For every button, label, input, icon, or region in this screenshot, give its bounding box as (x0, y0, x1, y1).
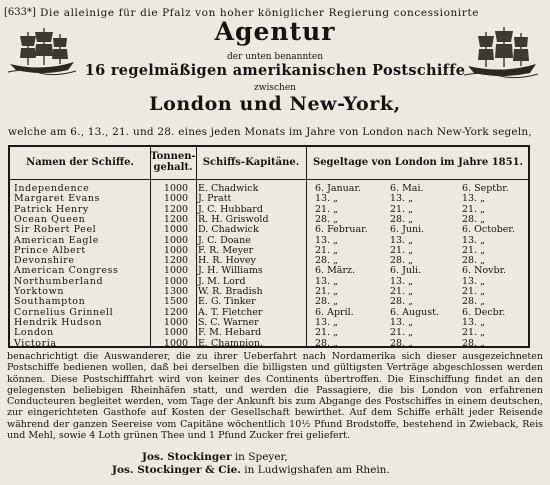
ship-name: Southampton (14, 296, 86, 308)
sailing-date: 21. „ (315, 244, 339, 256)
sailing-date: 13. „ (462, 193, 486, 205)
column-header-name: Namen der Schiffe. (26, 157, 134, 168)
tonnage: 1000 (163, 234, 189, 246)
sailing-date: 28. „ (462, 213, 486, 225)
subtitle-small: der unten benannten (226, 52, 324, 62)
sailing-date: 6. April. (315, 306, 354, 318)
captain-name: E. Chadwick (198, 183, 259, 194)
captain-name: D. Chadwick (198, 224, 259, 236)
ship-name: Yorktown (14, 286, 65, 297)
sailing-date: 13. „ (315, 275, 339, 287)
ship-name: American Eagle (14, 234, 99, 246)
tonnage: 1200 (163, 213, 189, 225)
sailing-date: 6. Septbr. (462, 183, 509, 194)
column-header-captain: Schiffs-Kapitäne. (202, 157, 300, 168)
tonnage: 1000 (163, 337, 189, 349)
sailing-date: 13. „ (315, 234, 339, 246)
sailing-date: 21. „ (315, 203, 339, 215)
tonnage: 1000 (163, 265, 189, 277)
agent-name: Jos. Stockinger & Cie. (112, 464, 241, 476)
sailing-days-line: welche am 6., 13., 21. und 28. eines jeden Monats im Jahre von London nach New-York segeln, (8, 126, 532, 138)
reference-number: [633*] (4, 7, 36, 18)
tonnage: 1200 (163, 306, 189, 318)
tonnage: 1500 (163, 296, 189, 308)
ships-count-line: 16 regelmäßigen amerikanischen Postschiffe (84, 62, 466, 79)
sailing-date: 21. „ (390, 327, 414, 339)
sailing-date: 21. „ (462, 203, 486, 215)
captain-name: J. C. Hubbard (198, 203, 263, 215)
sailing-date: 21. „ (315, 286, 339, 297)
sailing-date: 13. „ (390, 234, 414, 246)
sailing-date: 6. Februar. (315, 224, 368, 236)
captain-name: E. Champion. (198, 337, 264, 349)
captain-name: J. M. Lord (198, 275, 246, 287)
sailing-date: 28. „ (315, 213, 339, 225)
sailing-date: 28. „ (462, 337, 486, 349)
ship-name: Patrick Henry (14, 203, 89, 215)
captain-name: H. R. Hovey (198, 255, 256, 267)
tonnage: 1000 (163, 224, 189, 236)
captain-name: J. H. Williams (198, 265, 263, 277)
column-header-tons-2: gehalt. (153, 162, 193, 173)
sailing-date: 6. Januar. (315, 183, 361, 194)
sailing-date: 13. „ (390, 275, 414, 287)
ship-name: Sir Robert Peel (14, 224, 97, 236)
agent-location: in Speyer, (231, 451, 288, 463)
sailing-date: 28. „ (390, 337, 414, 349)
sailing-date: 28. „ (315, 337, 339, 349)
route-title: London und New-York, (149, 93, 401, 115)
ship-name: Margaret Evans (14, 193, 101, 205)
sailing-date: 21. „ (315, 327, 339, 339)
sailing-date: 6. October. (462, 224, 515, 236)
ship-name: American Congress (14, 265, 119, 277)
captain-name: F. R. Meyer (198, 244, 254, 256)
signature-ludwigshafen (112, 464, 390, 476)
tonnage: 1000 (163, 244, 189, 256)
sailing-date: 6. März. (315, 265, 356, 277)
tonnage: 1000 (163, 193, 189, 205)
tonnage: 1000 (163, 316, 189, 328)
sailing-date: 6. Mai. (390, 183, 424, 194)
ship-name: Ocean Queen (14, 213, 86, 225)
tonnage: 1200 (163, 255, 189, 267)
tonnage: 1000 (163, 275, 189, 287)
sailing-date: 6. August. (390, 306, 439, 318)
tonnage: 1300 (163, 286, 189, 297)
agency-title: Agentur (214, 17, 336, 46)
sailing-date: 6. Decbr. (462, 306, 506, 318)
sailing-date: 6. Novbr. (462, 265, 507, 277)
ship-name: London (14, 327, 54, 339)
sailing-date: 13. „ (462, 234, 486, 246)
sailing-date: 21. „ (462, 244, 486, 256)
sailing-date: 21. „ (390, 244, 414, 256)
sailing-date: 13. „ (462, 316, 486, 328)
sailing-date: 13. „ (462, 275, 486, 287)
agent-name: Jos. Stockinger (142, 451, 232, 463)
sailing-date: 28. „ (462, 296, 486, 308)
sailing-date: 13. „ (315, 193, 339, 205)
ship-name: Cornelius Grinnell (14, 306, 114, 318)
tonnage: 1000 (163, 183, 189, 194)
sailing-date: 28. „ (315, 296, 339, 308)
captain-name: A. T. Fletcher (198, 306, 263, 318)
sailing-date: 28. „ (390, 255, 414, 267)
captain-name: W. R. Bradish (198, 286, 263, 297)
ship-name: Northumberland (14, 275, 104, 287)
ship-name: Victoria (14, 337, 57, 349)
sailing-date: 21. „ (390, 203, 414, 215)
schedule-table (8, 145, 530, 348)
captain-name: F. M. Hebard (198, 327, 262, 339)
sailing-date: 21. „ (390, 286, 414, 297)
ship-name: Hendrik Hudson (14, 316, 103, 328)
agent-location: in Ludwigshafen am Rhein. (240, 464, 390, 476)
ship-name: Independence (14, 183, 90, 194)
sailing-date: 28. „ (390, 213, 414, 225)
ship-name: Devonshire (14, 255, 75, 267)
signature-speyer (142, 451, 288, 463)
tonnage: 1200 (163, 203, 189, 215)
sailing-date: 6. Juli. (390, 265, 422, 277)
captain-name: R. H. Griswold (198, 213, 269, 225)
header-divider (10, 179, 528, 180)
sailing-date: 28. „ (390, 296, 414, 308)
sailing-date: 13. „ (315, 316, 339, 328)
sailing-date: 13. „ (390, 193, 414, 205)
sailing-date: 21. „ (462, 286, 486, 297)
sailing-date: 21. „ (462, 327, 486, 339)
sailing-date: 6. Juni. (390, 224, 425, 236)
sailing-date: 28. „ (315, 255, 339, 267)
column-header-dates: Segeltage von London im Jahre 1851. (312, 157, 524, 168)
captain-name: E. G. Tinker (198, 296, 256, 308)
ship-name: Prince Albert (14, 244, 86, 256)
sailing-date: 13. „ (390, 316, 414, 328)
tonnage: 1000 (163, 327, 189, 339)
captain-name: S. C. Warner (198, 316, 259, 328)
subtitle-between: zwischen (254, 83, 296, 93)
sailing-date: 28. „ (462, 255, 486, 267)
captain-name: J. C. Doane (198, 234, 251, 246)
column-header-tons-1: Tonnen- (150, 151, 196, 162)
body-paragraph: benachrichtigt die Auswanderer, die zu ihrer Ueberfahrt nach Nordamerika sich dieser ausgezeichneten Postschiffe bedienen wollen, daß bei derselben die billigsten und gültigsten Verträge abgeschlossen werden können. Diese Postschifffahrt wird von keiner des Continents übertroffen. Die Einschiffung findet an den gelegensten beliebigen Rheinhäfen statt, und werden die Passagiere, die bis London von erfahrenen Conducteuren begleitet werden, vom Tage der Ankunft bis zum Abgange des Postschiffes in einem deutschen, zur eingerichteten Gasthofe auf Kosten der Gesellschaft bewirthet. Auf dem Schiffe erhält jeder Reisende während der ganzen Seereise vom Capitäne wöchentlich 10½ Pfund Brodstoffe, bestehend in Zwieback, Reis und Mehl, sowie 4 Loth grünen Thee und 1 Pfund Zucker frei geliefert. (7, 351, 543, 442)
captain-name: J. Pratt (198, 193, 232, 205)
concession-line: Die alleinige für die Pfalz von hoher königlicher Regierung concessionirte (40, 7, 480, 19)
table-row (10, 338, 530, 350)
